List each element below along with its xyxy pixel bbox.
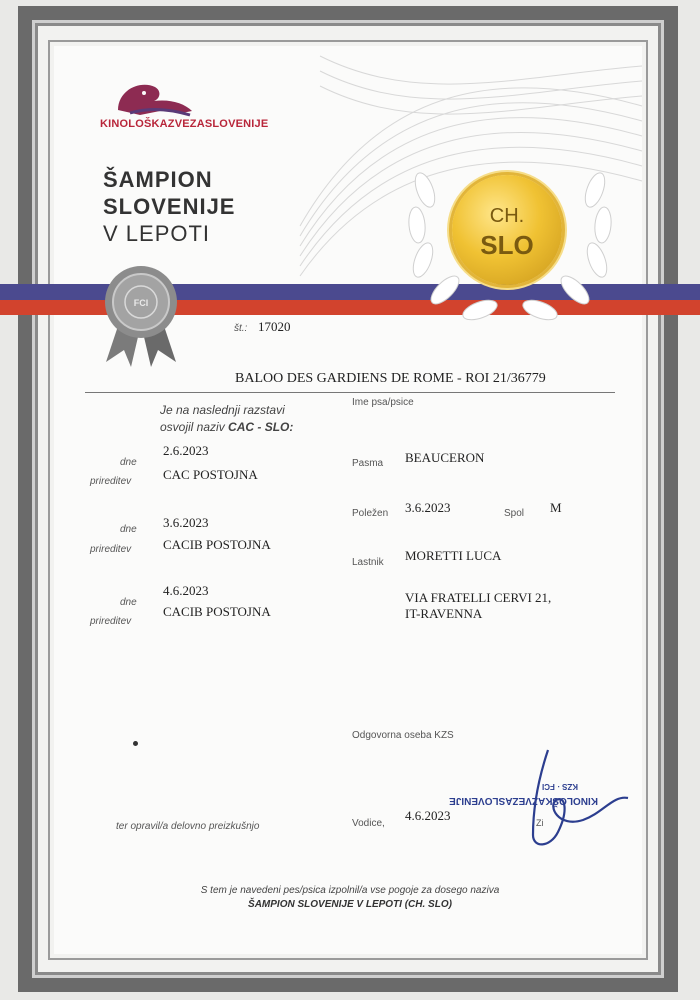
work-test-label: ter opravil/a delovno preizkušnjo bbox=[116, 821, 260, 832]
show-2-date: 3.6.2023 bbox=[163, 515, 209, 530]
title-cac-slo: CAC - SLO: bbox=[228, 420, 294, 434]
show-1-event: CAC POSTOJNA bbox=[163, 467, 258, 482]
born-date: 3.6.2023 bbox=[405, 500, 451, 515]
owner-name: MORETTI LUCA bbox=[405, 548, 502, 563]
show-1-event-label: prireditev bbox=[90, 476, 132, 487]
title-line-1: ŠAMPION bbox=[103, 167, 213, 192]
responsible-person-label: Odgovorna oseba KZS bbox=[352, 730, 454, 741]
ink-dot bbox=[133, 741, 138, 746]
stamp-text: KINOLOŠKAZVEZASLOVENIJE bbox=[449, 795, 598, 806]
sex-label: Spol bbox=[504, 508, 525, 519]
certificate-number: 17020 bbox=[258, 319, 291, 334]
show-3-date-label: dne bbox=[120, 597, 137, 608]
place-label: Vodice, bbox=[352, 818, 385, 829]
stamp-label: Zi bbox=[536, 818, 544, 828]
intro-line-2: osvojil naziv bbox=[160, 420, 229, 434]
title-line-3: V LEPOTI bbox=[103, 221, 211, 246]
show-1-date-label: dne bbox=[120, 457, 137, 468]
organization-name: KINOLOŠKAZVEZASLOVENIJE bbox=[100, 118, 269, 130]
show-2-date-label: dne bbox=[120, 524, 137, 535]
seal-line-2: SLO bbox=[480, 230, 534, 260]
official-stamp-and-signature bbox=[449, 740, 638, 850]
rosette-text: FCI bbox=[133, 298, 149, 308]
owner-label: Lastnik bbox=[352, 557, 384, 568]
show-3-event: CACIB POSTOJNA bbox=[163, 604, 271, 619]
show-3-event-label: prireditev bbox=[90, 616, 132, 627]
dog-name-underline bbox=[85, 392, 615, 393]
number-label: št.: bbox=[234, 323, 248, 334]
intro-text bbox=[160, 402, 293, 436]
breed-label: Pasma bbox=[352, 458, 384, 469]
owner-address-line-1: VIA FRATELLI CERVI 21, bbox=[405, 590, 552, 605]
fci-rosette-icon bbox=[96, 262, 186, 372]
breed: BEAUCERON bbox=[405, 450, 485, 465]
show-3-date: 4.6.2023 bbox=[163, 583, 209, 598]
certificate-title bbox=[103, 166, 235, 247]
stamp-subtext: KZS · FCI bbox=[542, 782, 578, 791]
show-2-event: CACIB POSTOJNA bbox=[163, 537, 271, 552]
dog-name-label: Ime psa/psice bbox=[352, 397, 414, 408]
footer-statement: S tem je navedeni pes/psica izpolnil/a vse pogoje za dosego naziva bbox=[200, 885, 500, 896]
ch-slo-gold-seal bbox=[452, 175, 562, 285]
sex: M bbox=[550, 500, 562, 515]
seal-line-1: CH. bbox=[489, 205, 525, 227]
dog-name: BALOO DES GARDIENS DE ROME - ROI 21/36779 bbox=[235, 371, 546, 386]
intro-line-1: Je na naslednji razstavi bbox=[160, 403, 285, 417]
owner-address-line-2: IT-RAVENNA bbox=[405, 606, 483, 621]
title-line-2: SLOVENIJE bbox=[103, 194, 236, 219]
show-1-date: 2.6.2023 bbox=[163, 443, 209, 458]
show-2-event-label: prireditev bbox=[90, 544, 132, 555]
footer-title: ŠAMPION SLOVENIJE V LEPOTI (CH. SLO) bbox=[248, 899, 452, 910]
signature-date: 4.6.2023 bbox=[405, 808, 451, 823]
born-label: Poležen bbox=[352, 508, 389, 519]
